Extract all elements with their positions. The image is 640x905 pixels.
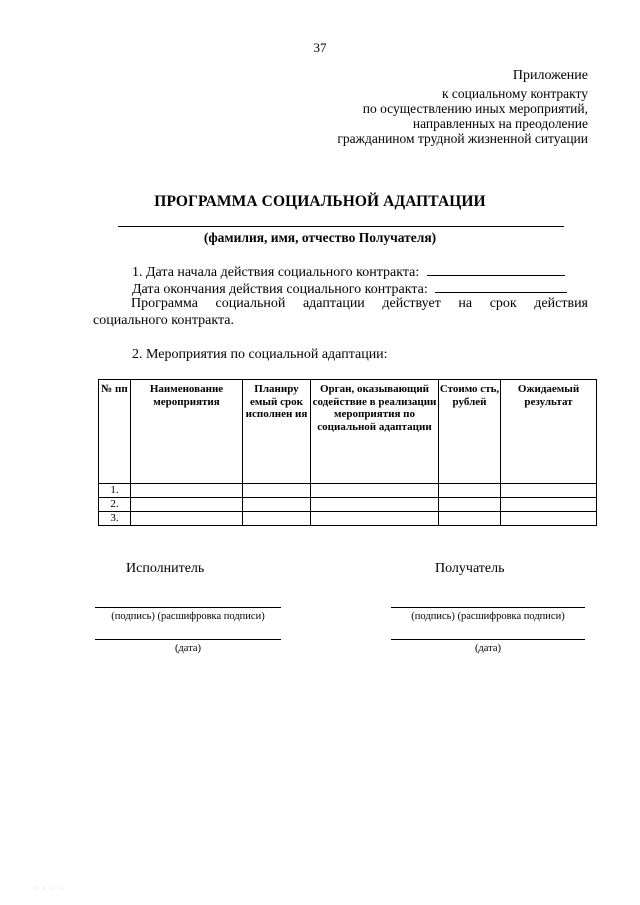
appendix-heading: Приложение	[512, 68, 588, 83]
table-cell	[243, 498, 311, 512]
appendix-block	[337, 68, 588, 146]
section2-heading: 2. Мероприятия по социальной адаптации:	[132, 347, 388, 362]
activities-table	[98, 379, 597, 526]
table-cell	[501, 484, 597, 498]
col-header-activity: Наименование мероприятия	[131, 380, 243, 484]
col-header-planned-term: Планиру емый срок исполнен ия	[243, 380, 311, 484]
executor-date-caption: (дата)	[174, 643, 202, 654]
table-cell	[439, 512, 501, 526]
appendix-line: по осуществлению иных мероприятий,	[362, 101, 588, 116]
col-header-authority: Орган, оказывающий содействие в реализации мероприятия по социальной адаптации	[311, 380, 439, 484]
recipient-signature-line	[391, 607, 585, 608]
table-row	[99, 484, 597, 498]
recipient-label: Получатель	[435, 561, 505, 576]
recipient-name-caption: (фамилия, имя, отчество Получателя)	[203, 230, 437, 245]
scan-artifact-mark: · · · ·	[34, 884, 65, 893]
table-cell	[131, 484, 243, 498]
table-cell	[243, 484, 311, 498]
recipient-date-caption: (дата)	[474, 643, 502, 654]
appendix-line: к социальному контракту	[441, 86, 588, 101]
executor-signature-caption: (подпись) (расшифровка подписи)	[111, 611, 265, 622]
row-number: 2.	[99, 498, 131, 512]
table-cell	[131, 498, 243, 512]
col-header-expected-result: Ожидаемый результат	[501, 380, 597, 484]
row-number: 1.	[99, 484, 131, 498]
end-date-blank	[435, 280, 567, 293]
table-row	[99, 498, 597, 512]
table-cell	[501, 512, 597, 526]
table-cell	[243, 512, 311, 526]
table-header-row	[99, 380, 597, 484]
appendix-line: гражданином трудной жизненной ситуации	[337, 131, 588, 146]
end-date-label: Дата окончания действия социального контракта:	[132, 282, 428, 297]
table-cell	[311, 498, 439, 512]
table-cell	[311, 512, 439, 526]
start-date-label: 1. Дата начала действия социального контракта:	[132, 265, 420, 280]
duration-text-cont: социального контракта.	[93, 313, 234, 328]
row-number: 3.	[99, 512, 131, 526]
table-row	[99, 512, 597, 526]
table-cell	[131, 512, 243, 526]
executor-date-line	[95, 639, 281, 640]
col-header-cost: Стоимо сть, рублей	[439, 380, 501, 484]
page-number: 37	[313, 40, 327, 55]
executor-label: Исполнитель	[126, 561, 205, 576]
duration-text: Программа социальной адаптации действует на срок действия	[131, 296, 588, 311]
recipient-name-field-line	[118, 226, 564, 227]
recipient-date-line	[391, 639, 585, 640]
table-cell	[501, 498, 597, 512]
table-cell	[439, 484, 501, 498]
executor-signature-line	[95, 607, 281, 608]
table-cell	[311, 484, 439, 498]
start-date-row	[132, 263, 565, 281]
document-title: ПРОГРАММА СОЦИАЛЬНОЙ АДАПТАЦИИ	[154, 193, 486, 210]
col-header-number: № пп	[99, 380, 131, 484]
table-cell	[439, 498, 501, 512]
start-date-blank	[427, 263, 565, 276]
appendix-line: направленных на преодоление	[412, 116, 588, 131]
recipient-signature-caption: (подпись) (расшифровка подписи)	[411, 611, 565, 622]
